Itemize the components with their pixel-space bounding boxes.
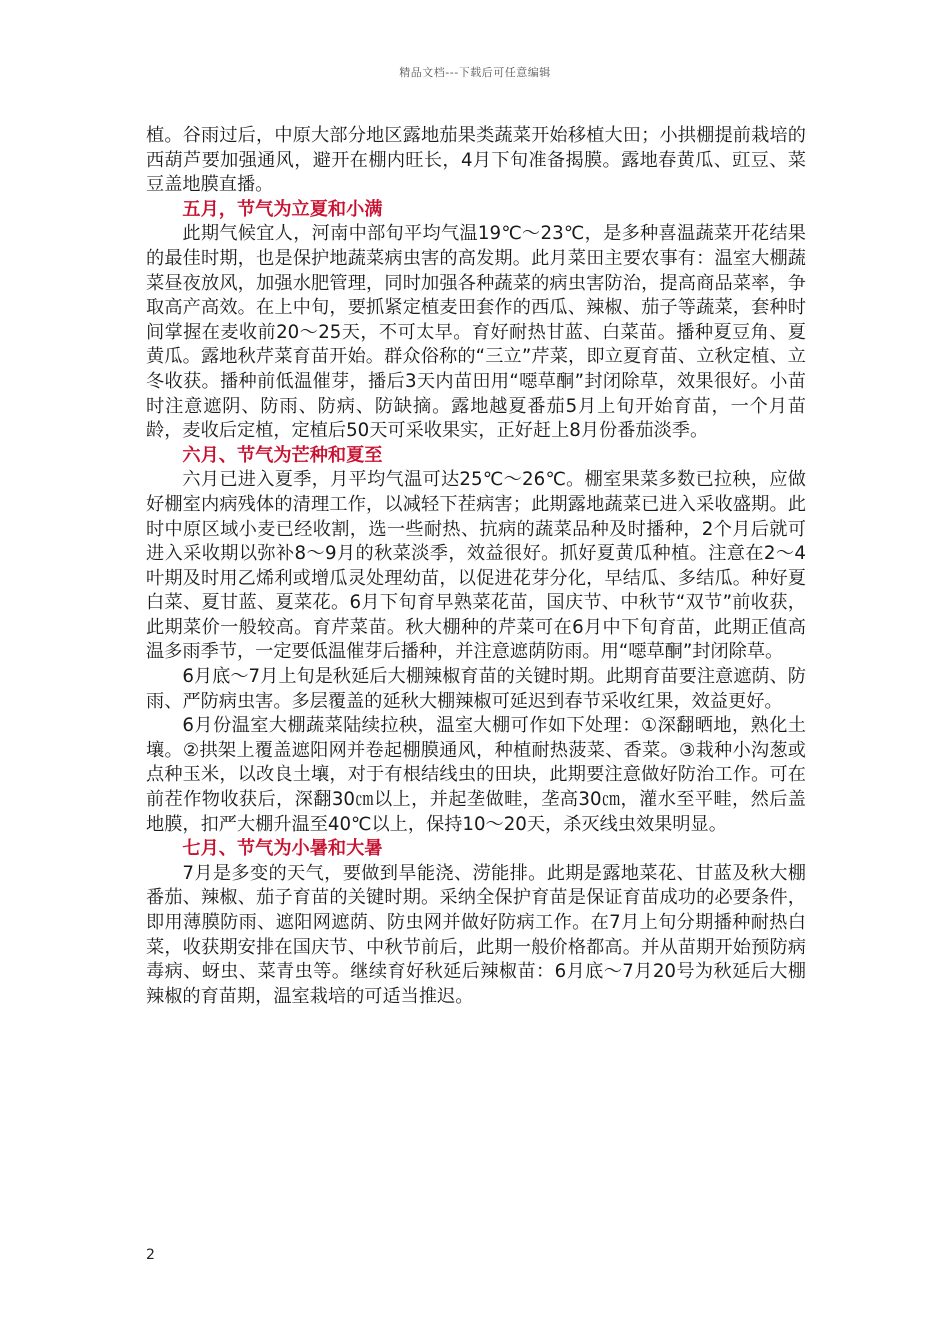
section-heading-july: 七月、节气为小暑和大暑	[182, 838, 383, 860]
paragraph-june-3: 6月份温室大棚蔬菜陆续拉秧，温室大棚可作如下处理：①深翻晒地，熟化土壤。②拱架上覆盖遮阳网并卷起棚膜通风，种植耐热菠菜、香菜。③栽种小沟葱或点种玉米，以改良土壤，对于有根结线虫的田块，此期要注意做好防治工作。可在前茬作物收获后，深翻30㎝以上，并起垄做畦，垄高30㎝，灌水至平畦，然后盖地膜，扣严大棚升温至40℃以上，保持10～20天，杀灭线虫效果明显。	[146, 715, 806, 835]
section-heading-may: 五月，节气为立夏和小满	[182, 198, 383, 220]
document-body	[146, 124, 806, 1009]
paragraph-june-2: 6月底～7月上旬是秋延后大棚辣椒育苗的关键时期。此期育苗要注意遮荫、防雨、严防病虫害。多层覆盖的延秋大棚辣椒可延迟到春节采收红果，效益更好。	[146, 666, 806, 712]
page-number: 2	[146, 1247, 155, 1263]
paragraph-june-1: 六月已进入夏季，月平均气温可达25℃～26℃。棚室果菜多数已拉秧，应做好棚室内病残体的清理工作，以减轻下茬病害；此期露地蔬菜已进入采收盛期。此时中原区域小麦已经收割，选一些耐热、抗病的蔬菜品种及时播种，2个月后就可进入采收期以弥补8～9月的秋菜淡季，效益很好。抓好夏黄瓜种植。注意在2～4叶期及时用乙烯利或增瓜灵处理幼苗，以促进花芽分化，早结瓜、多结瓜。种好夏白菜、夏甘蓝、夏菜花。6月下旬育早熟菜花苗，国庆节、中秋节“双节”前收获，此期菜价一般较高。育芹菜苗。秋大棚种的芹菜可在6月中下旬育苗，此期正值高温多雨季节，一定要低温催芽后播种，并注意遮荫防雨。用“噁草酮”封闭除草。	[146, 469, 806, 663]
page-header: 精品文档---下载后可任意编辑	[399, 66, 551, 79]
section-heading-june: 六月、节气为芒种和夏至	[182, 444, 383, 466]
paragraph-may: 此期气候宜人，河南中部旬平均气温19℃～23℃，是多种喜温蔬菜开花结果的最佳时期，也是保护地蔬菜病虫害的高发期。此月菜田主要农事有：温室大棚蔬菜昼夜放风，加强水肥管理，同时加强各种蔬菜的病虫害防治，提高商品菜率，争取高产高效。在上中旬，要抓紧定植麦田套作的西瓜、辣椒、茄子等蔬菜，套种时间掌握在麦收前20～25天，不可太早。育好耐热甘蓝、白菜苗。播种夏豆角、夏黄瓜。露地秋芹菜育苗开始。群众俗称的“三立”芹菜，即立夏育苗、立秋定植、立冬收获。播种前低温催芽，播后3天内苗田用“噁草酮”封闭除草，效果很好。小苗时注意遮阴、防雨、防病、防缺摘。露地越夏番茄5月上旬开始育苗，一个月苗龄，麦收后定植，定植后50天可采收果实，正好赶上8月份番茄淡季。	[146, 223, 806, 442]
paragraph-july: 7月是多变的天气，要做到旱能浇、涝能排。此期是露地菜花、甘蓝及秋大棚番茄、辣椒、茄子育苗的关键时期。采纳全保护育苗是保证育苗成功的必要条件，即用薄膜防雨、遮阳网遮荫、防虫网并做好防病工作。在7月上旬分期播种耐热白菜，收获期安排在国庆节、中秋节前后，此期一般价格都高。并从苗期开始预防病毒病、蚜虫、菜青虫等。继续育好秋延后辣椒苗：6月底～7月20号为秋延后大棚辣椒的育苗期，温室栽培的可适当推迟。	[146, 862, 806, 1007]
paragraph-continuation: 植。谷雨过后，中原大部分地区露地茄果类蔬菜开始移植大田；小拱棚提前栽培的西葫芦要加强通风，避开在棚内旺长，4月下旬准备揭膜。露地春黄瓜、豇豆、菜豆盖地膜直播。	[146, 125, 806, 196]
